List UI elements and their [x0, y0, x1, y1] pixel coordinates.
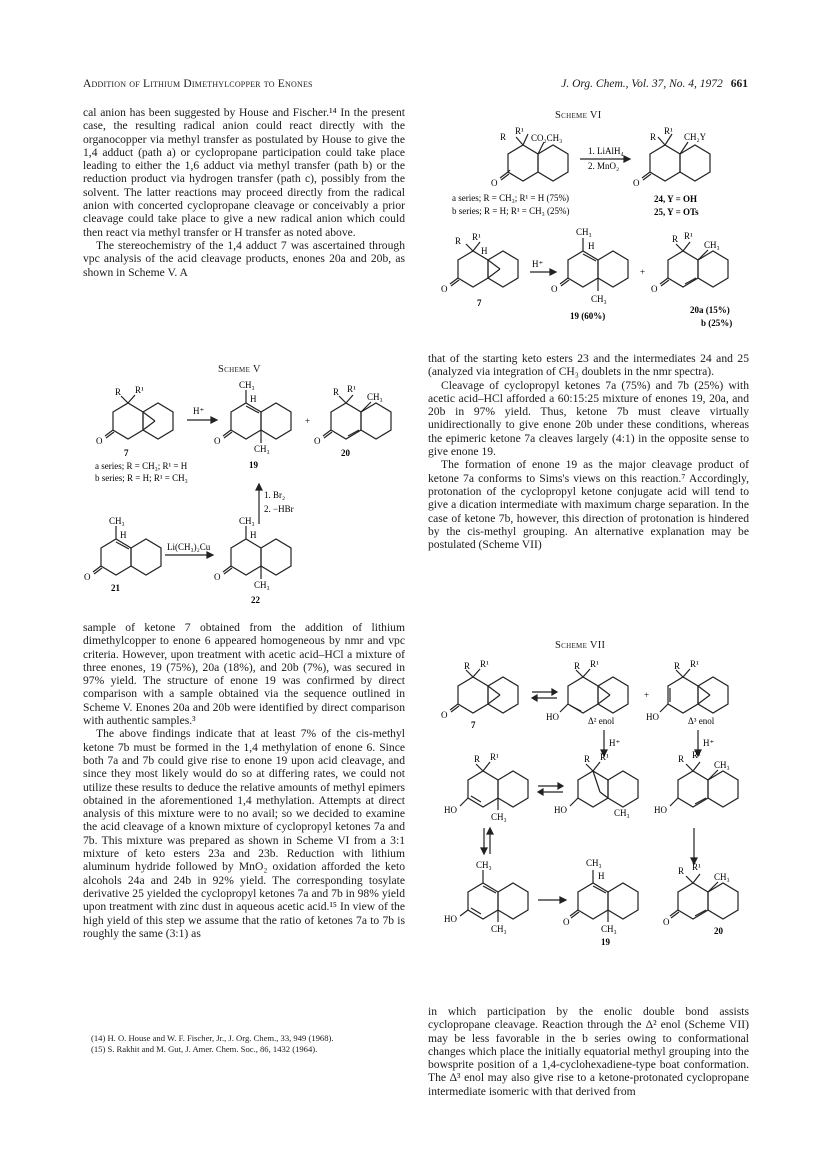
compound-25-label: 25, Y = OTs	[654, 207, 699, 217]
right-column-bottom	[428, 1005, 749, 1098]
footnote: (15) S. Rakhit and M. Gut, J. Amer. Chem. Soc., 86, 1432 (1964).	[91, 1044, 318, 1054]
r1-label: R¹	[684, 231, 693, 241]
h-label: H	[120, 530, 127, 540]
compound-19-label: 19 (60%)	[570, 311, 606, 321]
left-column-bottom	[83, 621, 405, 940]
methyl-label: CH₃	[586, 858, 602, 868]
oxygen-label: O	[563, 917, 570, 927]
scheme-v-title: Scheme V	[218, 364, 261, 375]
methyl-label: CH₃	[601, 924, 617, 934]
compound-20a-label: 20a (15%)	[690, 305, 730, 315]
series-a-text: a series; R = CH₃; R¹ = H	[95, 461, 188, 471]
h-label: H	[588, 241, 595, 251]
scheme-vii-figure	[428, 652, 750, 952]
methyl-label: CH₃	[239, 516, 255, 526]
scheme-vi-title: Scheme VI	[555, 110, 602, 121]
oxygen-label: O	[441, 284, 448, 294]
oxygen-label: O	[314, 436, 321, 446]
methyl-label: CH₃	[491, 812, 507, 822]
journal-citation	[561, 78, 748, 90]
step-1-label: 1. LiAlH₄	[588, 146, 624, 156]
h-label: H	[598, 871, 605, 881]
reagent-label: Li(CH₃)₂Cu	[167, 542, 211, 552]
methyl-label: CH₃	[591, 294, 607, 304]
compound-20-label: 20	[714, 926, 723, 936]
r-label: R	[650, 132, 657, 142]
paragraph: sample of ketone 7 obtained from the addition of lithium dimethylcopper to enone 6 appeared homogeneous by nmr and vpc criteria. However, upon treatment with acetic acid–HCl a mixture of three enones, 19 (75%), 20a (18%), and 20b (7%), was secured in 97% yield. The structure of enone 19 was confirmed by direct comparison with a sample obtained via the sequence outlined in Scheme V. Enones 20a and 20b were identified by direct comparison with authentic samples.³	[83, 621, 405, 728]
methyl-label: CH₃	[614, 808, 630, 818]
oxygen-label: O	[491, 178, 498, 188]
compound-20-label: 20	[341, 448, 350, 458]
compound-7-label: 7	[477, 298, 482, 308]
plus-sign: +	[305, 416, 311, 426]
r-label: R	[115, 387, 122, 397]
hydroxyl-label: HO	[554, 805, 567, 815]
series-b-text: b series; R = H; R¹ = CH₃	[95, 473, 188, 483]
methyl-label: CH₃	[254, 580, 270, 590]
methyl-label: CH₃	[367, 392, 383, 402]
oxygen-label: O	[96, 436, 103, 446]
footnotes	[83, 1033, 405, 1055]
methyl-label: CH₃	[714, 760, 730, 770]
r-label: R	[474, 754, 481, 764]
acid-label: H⁺	[609, 738, 621, 748]
delta2-enol-label: Δ² enol	[588, 716, 615, 726]
oxygen-label: O	[214, 436, 221, 446]
hydroxyl-label: HO	[444, 805, 457, 815]
methyl-label: CH₃	[254, 444, 270, 454]
ester-label: CO₂CH₃	[531, 133, 563, 143]
journal-ref: J. Org. Chem., Vol. 37, No. 4, 1972	[561, 78, 723, 90]
compound-19-label: 19	[601, 937, 610, 947]
oxygen-label: O	[633, 178, 640, 188]
paragraph: cal anion has been suggested by House and Fischer.¹⁴ In the present case, the resulting radical anion could react directly with the organocopper via methyl transfer as postulated by House to give the 1,4 adduct (path a) or cyclopropane participation could take place leading to either the 1,6 adduct via methyl transfer (path b) or the reduction product via hydrogen transfer (path c), possibly from the solvent. The latter reactions may proceed directly from the radical anion with concerted cyclopropane cleavage or conceivably a prior cleavage could take place to give a new radical anion which could then react via methyl transfer or H transfer as noted above.	[83, 106, 405, 239]
r-label: R	[464, 661, 471, 671]
plus-sign: +	[644, 690, 650, 700]
compound-22-label: 22	[251, 595, 260, 605]
compound-20b-label: b (25%)	[701, 318, 733, 328]
r1-label: R¹	[480, 659, 489, 669]
methyl-label: CH₃	[109, 516, 125, 526]
r1-label: R¹	[490, 752, 499, 762]
r-label: R	[455, 236, 462, 246]
methyl-label: CH₃	[704, 240, 720, 250]
paragraph: The above findings indicate that at least 7% of the cis-methyl ketone 7b must be formed in the 1,4 methylation of enone 6. Since both 7a and 7b could give rise to enone 19 upon acid cleavage, and since they most likely would do so at differing rates, we could not utilize these results to deduce the relative amounts of methyl epimers obtained in the aforementioned 1,4 methylation. Attempts at direct analysis of this mixture were to no avail; so we decided to examine the acid cleavage of a known mixture of cyclopropyl ketones 7a and 7b. This mixture was prepared as shown in Scheme VI from a 3:1 mixture of keto esters 23a and 23b. Reduction with lithium aluminum hydride followed by MnO₂ oxidation afforded the keto alcohols 24a and 24b in 92% yield. The corresponding tosylate derivative 25 yielded the cyclopropyl ketones 7a and 7b in 98% yield upon treatment with zinc dust in aqueous acetic acid.¹⁵ In view of the high yield of this step we assume that the ratio of ketones 7a to 7b is roughly the same (3:1) as	[83, 727, 405, 940]
series-a-text: a series; R = CH₃; R¹ = H (75%)	[452, 193, 569, 203]
methyl-label: CH₃	[476, 860, 492, 870]
r-label: R	[584, 754, 591, 764]
scheme-vii-title: Scheme VII	[555, 640, 606, 651]
r-label: R	[500, 132, 507, 142]
compound-7-label: 7	[471, 720, 476, 730]
oxygen-label: O	[651, 284, 658, 294]
r-label: R	[678, 754, 685, 764]
step-2-label: 2. −HBr	[264, 504, 294, 514]
r1-label: R¹	[347, 384, 356, 394]
hydroxyl-label: HO	[654, 805, 667, 815]
compound-24-label: 24, Y = OH	[654, 194, 697, 204]
r1-label: R¹	[664, 126, 673, 136]
acid-label: H⁺	[532, 259, 544, 269]
r1-label: R¹	[600, 752, 609, 762]
paragraph: The formation of enone 19 as the major cleavage product of ketone 7a conforms to Sims's views on this reaction.⁷ Accordingly, protonation of the cyclopropyl ketone conjugate acid will tend to give a dication intermediate with maximum charge separation. In the case of ketone 7b, however, this direction of protonation is hindered by the cis-methyl grouping. An alternative explanation may be postulated (Scheme VII)	[428, 458, 749, 552]
running-header	[83, 78, 748, 96]
compound-21-label: 21	[111, 583, 120, 593]
hydroxyl-label: HO	[444, 914, 457, 924]
h-label: H	[250, 394, 257, 404]
plus-sign: +	[640, 267, 646, 277]
series-b-text: b series; R = H; R¹ = CH₃ (25%)	[452, 206, 570, 216]
paragraph: Cleavage of cyclopropyl ketones 7a (75%) and 7b (25%) with acetic acid–HCl afforded a 60:15:25 mixture of enones 19, 20a, and 20b in 97% yield. Thus, ketone 7b must cleave virtually unidirectionally to give enone 20b under these conditions, whereas the epimeric ketone 7a cleaves largely (4:1) in the opposite sense to give enone 19.	[428, 378, 749, 459]
methyl-label: CH₃	[239, 380, 255, 390]
h-label: H	[250, 530, 257, 540]
ch2y-label: CH₂Y	[684, 132, 707, 142]
step-1-label: 1. Br₂	[264, 490, 286, 500]
r1-label: R¹	[692, 750, 701, 760]
r1-label: R¹	[515, 126, 524, 136]
r1-label: R¹	[472, 232, 481, 242]
running-title: Addition of Lithium Dimethylcopper to Enones	[83, 78, 313, 90]
compound-19-label: 19	[249, 460, 258, 470]
h-label: H	[481, 246, 488, 256]
oxygen-label: O	[551, 284, 558, 294]
oxygen-label: O	[663, 917, 670, 927]
methyl-label: CH₃	[576, 227, 592, 237]
compound-7-label: 7	[124, 448, 129, 458]
r-label: R	[574, 661, 581, 671]
methyl-label: CH₃	[714, 872, 730, 882]
r-label: R	[678, 866, 685, 876]
oxygen-label: O	[214, 572, 221, 582]
paragraph: The stereochemistry of the 1,4 adduct 7 was ascertained through vpc analysis of the acid cleavage products, enones 20a and 20b, as shown in Scheme V. A	[83, 238, 405, 279]
methyl-label: CH₃	[491, 924, 507, 934]
r-label: R	[672, 234, 679, 244]
oxygen-label: O	[441, 710, 448, 720]
r1-label: R¹	[590, 659, 599, 669]
hydroxyl-label: HO	[646, 712, 659, 722]
oxygen-label: O	[84, 572, 91, 582]
acid-label: H⁺	[703, 738, 715, 748]
acid-label: H⁺	[193, 406, 205, 416]
scheme-vi-figure	[428, 122, 750, 342]
left-column-top	[83, 106, 405, 279]
right-column-top	[428, 352, 749, 551]
hydroxyl-label: HO	[546, 712, 559, 722]
paragraph: in which participation by the enolic double bond assists cyclopropane cleavage. Reaction through the Δ² enol (Scheme VII) may be less favorable in the b series owing to conformational changes which place the initially equatorial methyl grouping into the bowsprite position of a 1,4-cyclohexadiene-type boat conformation. The Δ³ enol may also give rise to a ketone-protonated cyclopropane intermediate isomeric with that derived from	[428, 1005, 749, 1098]
r1-label: R¹	[690, 659, 699, 669]
r-label: R	[674, 661, 681, 671]
r1-label: R¹	[692, 862, 701, 872]
step-2-label: 2. MnO₂	[588, 161, 620, 171]
scheme-v-figure	[83, 378, 405, 610]
footnote: (14) H. O. House and W. F. Fischer, Jr., J. Org. Chem., 33, 949 (1968).	[91, 1033, 334, 1043]
delta3-enol-label: Δ³ enol	[688, 716, 715, 726]
r1-label: R¹	[135, 385, 144, 395]
page-number: 661	[730, 78, 748, 90]
r-label: R	[333, 387, 340, 397]
paragraph: that of the starting keto esters 23 and the intermediates 24 and 25 (analyzed via integration of CH₃ doublets in the nmr spectra).	[428, 352, 749, 379]
